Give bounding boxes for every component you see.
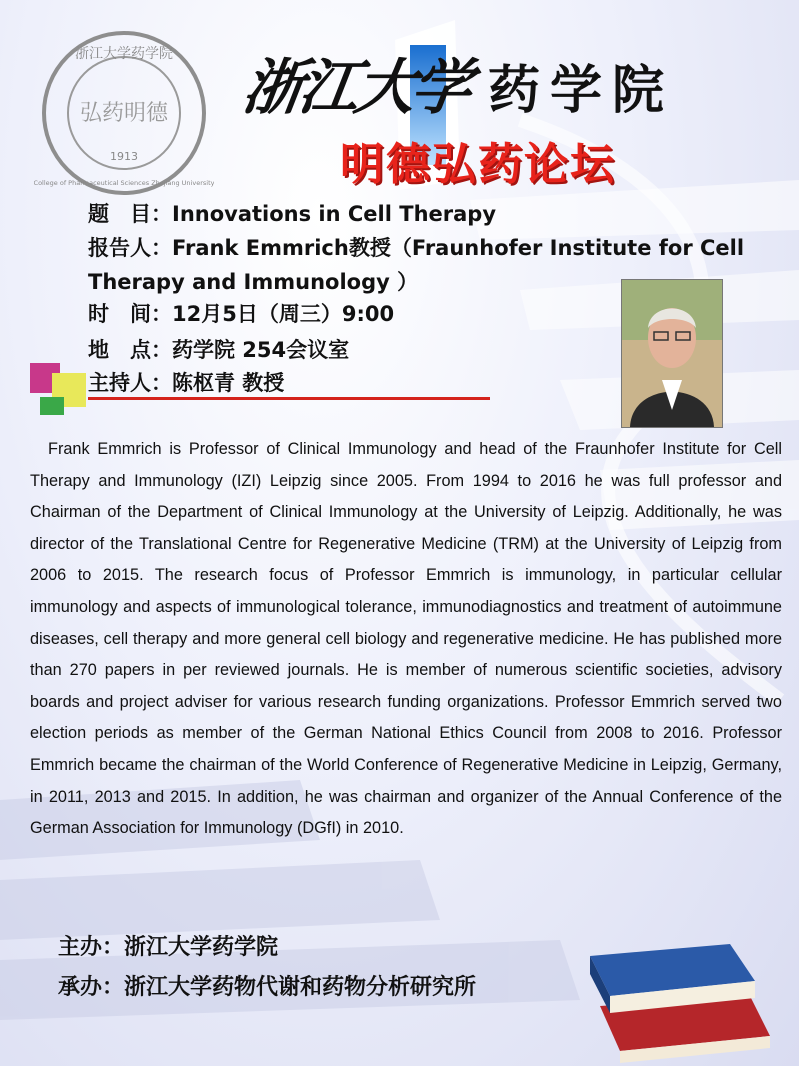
title-value: Innovations in Cell Therapy — [172, 202, 497, 226]
forum-name: 明德弘药论坛 — [340, 139, 616, 190]
seal-ring-text: College of Pharmaceutical Sciences Zhejiang University — [34, 179, 214, 187]
speaker-photo — [621, 279, 723, 428]
info-location — [88, 334, 349, 364]
time-value: 12月5日（周三）9:00 — [172, 302, 395, 326]
divider-line — [88, 397, 490, 400]
host-org-value: 浙江大学药学院 — [124, 935, 279, 960]
info-time — [88, 298, 394, 328]
info-speaker — [88, 232, 744, 262]
seal-year: 1913 — [110, 150, 138, 163]
college-seal — [34, 28, 214, 198]
co-org-label: 承办： — [58, 975, 125, 1000]
host-organization — [58, 930, 278, 961]
college-name: 药学院 — [488, 60, 675, 121]
time-label: 时 间： — [88, 302, 172, 326]
info-title — [88, 198, 496, 228]
location-value: 药学院 254会议室 — [172, 338, 350, 362]
seal-center-text: 弘药明德 — [79, 101, 169, 126]
location-label: 地 点： — [88, 338, 172, 362]
host-org-label: 主办： — [58, 935, 125, 960]
poster-title — [238, 40, 675, 123]
info-host — [88, 367, 284, 397]
decor-square-green — [40, 397, 64, 415]
co-org-value: 浙江大学药物代谢和药物分析研究所 — [124, 975, 477, 1000]
info-speaker-cont: Therapy and Immunology ） — [88, 270, 419, 294]
host-label: 主持人： — [88, 371, 172, 395]
speaker-bio: Frank Emmrich is Professor of Clinical Immunology and head of the Fraunhofer Institute for Cell Therapy and Immunology (IZI) Leipzig since 2005. From 1994 to 2016 he was full professor and Chairman of the Department of Clinical Immunology at the University of Leipzig. Additionally, he was director of the Translational Centre for Regenerative Medicine (TRM) at the University of Leipzig from 2006 to 2015. The research focus of Professor Emmrich is immunology, in particular cellular immunology and aspects of immunological tolerance, immunodiagnostics and treatment of autoimmune diseases, cell therapy and more general cell biology and regenerative medicine. He has published more than 270 papers in per reviewed journals. He is member of numerous scientific societies, advisory boards and project adviser for various research funding organizations. Professor Emmrich served two election periods as member of the German National Ethics Council from 2008 to 2016. Professor Emmrich became the chairman of the World Conference of Regenerative Medicine in Leipzig, Germany, in 2011, 2013 and 2015. In addition, he was chairman and organizer of the Annual Conference of the German Association for Immunology (DGfI) in 2010. — [30, 440, 782, 838]
speaker-value-line1: Frank Emmrich教授（Fraunhofer Institute for Cell — [172, 236, 745, 260]
speaker-label: 报告人： — [88, 236, 172, 260]
books-illustration — [580, 936, 780, 1066]
host-value: 陈枢青 教授 — [172, 371, 285, 395]
co-organization — [58, 970, 476, 1001]
seal-top-text: 浙江大学药学院 — [75, 46, 173, 62]
title-label: 题 目： — [88, 202, 172, 226]
university-name: 浙江大学 — [238, 53, 473, 123]
